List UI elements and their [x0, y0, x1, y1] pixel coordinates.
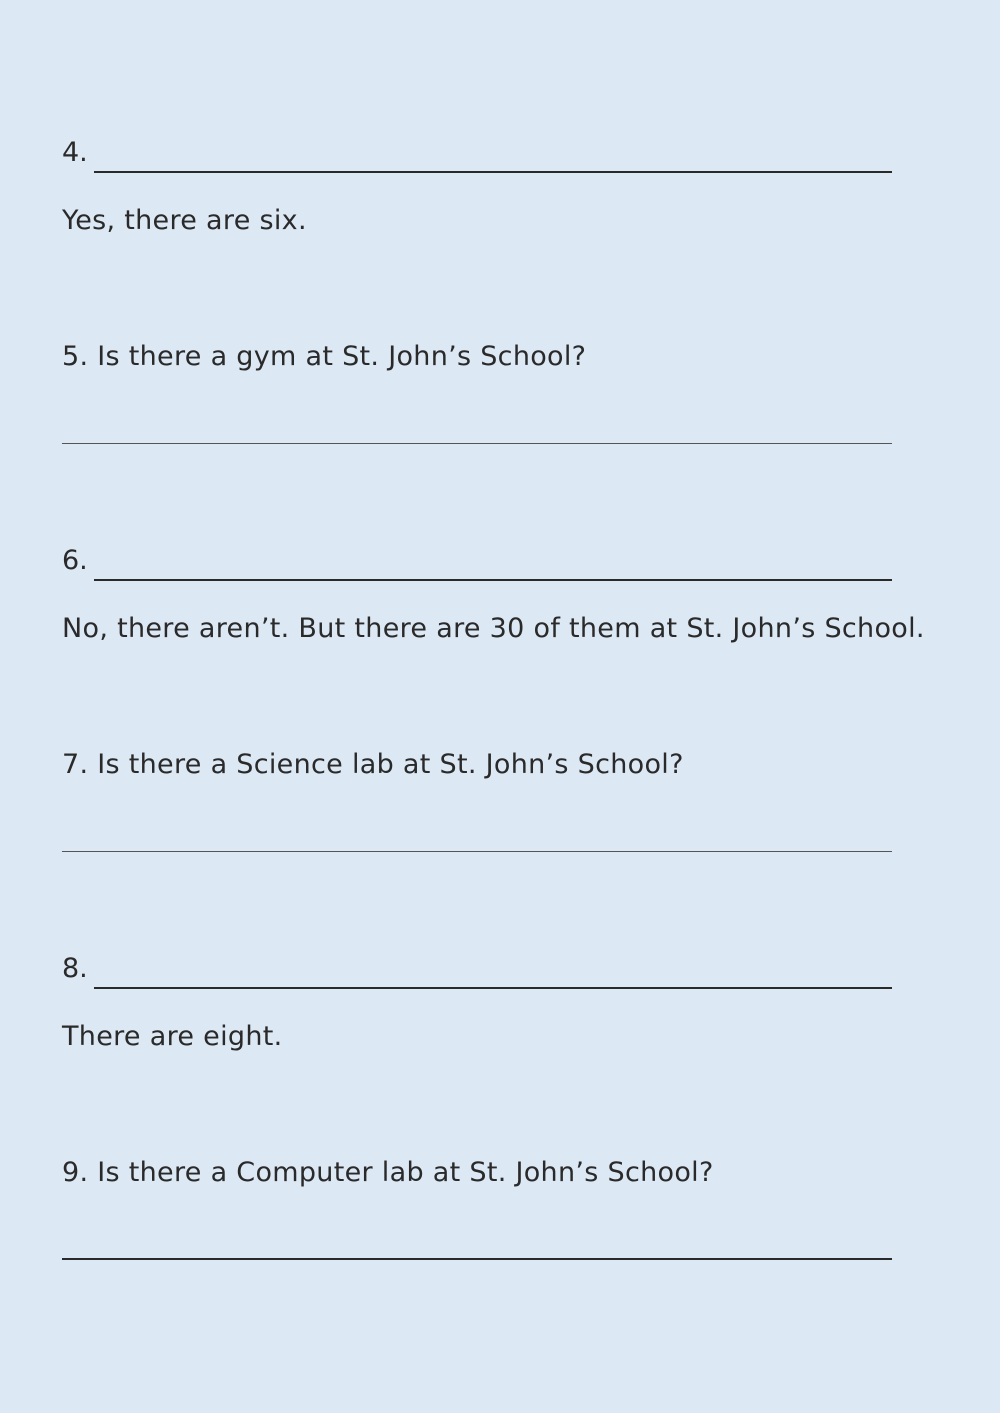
item-6-answer: No, there aren’t. But there are 30 of them at St. John’s School. — [62, 613, 925, 644]
item-7-question: 7. Is there a Science lab at St. John’s School? — [62, 749, 684, 780]
item-4-answer: Yes, there are six. — [62, 205, 307, 236]
item-5-question: 5. Is there a gym at St. John’s School? — [62, 341, 587, 372]
item-8-number: 8. — [62, 953, 88, 984]
item-4-number: 4. — [62, 137, 88, 168]
item-6-number: 6. — [62, 545, 88, 576]
item-4-question-blank[interactable] — [94, 171, 892, 173]
item-9-answer-blank[interactable] — [62, 1258, 892, 1260]
item-6-question-blank[interactable] — [94, 579, 892, 581]
item-8-question-blank[interactable] — [94, 987, 892, 989]
item-9-question: 9. Is there a Computer lab at St. John’s School? — [62, 1157, 714, 1188]
item-5-answer-blank[interactable] — [62, 443, 892, 444]
item-7-answer-blank[interactable] — [62, 851, 892, 852]
item-8-answer: There are eight. — [62, 1021, 283, 1052]
